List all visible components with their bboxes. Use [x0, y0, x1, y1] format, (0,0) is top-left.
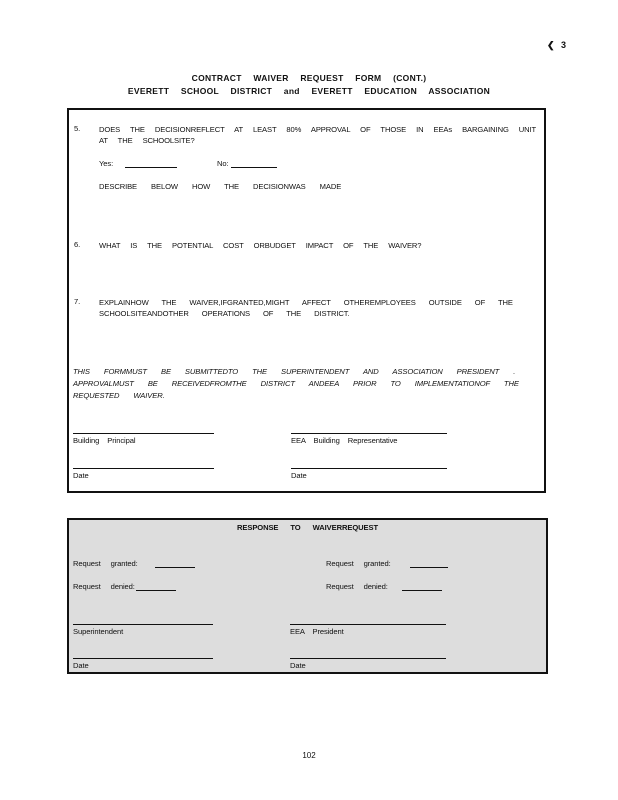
- page-corner-mark: ❮ 3: [546, 40, 568, 50]
- granted-line-right[interactable]: [410, 567, 448, 568]
- date-label-right: Date: [291, 471, 307, 480]
- response-heading: RESPONSE TO WAIVERREQUEST: [237, 523, 378, 532]
- eea-rep-label: EEA Building Representative: [291, 436, 398, 445]
- denied-line-right[interactable]: [402, 590, 442, 591]
- superintendent-label: Superintendent: [73, 627, 124, 636]
- question-number-6: 6.: [74, 240, 81, 249]
- eea-president-signature-line[interactable]: [290, 624, 446, 625]
- question-number-5: 5.: [74, 124, 81, 133]
- request-granted-label-left: Request granted:: [73, 559, 138, 568]
- response-section: [67, 518, 548, 674]
- question-5-text: DOES THE DECISIONREFLECT AT LEAST 80% APPROVAL OF THOSE IN EEAs BARGAINING UNIT AT THE SCHOOLSITE?: [99, 125, 536, 145]
- date-line-left[interactable]: [73, 468, 214, 469]
- form-subtitle: EVERETT SCHOOL DISTRICT and EVERETT EDUCATION ASSOCIATION: [127, 86, 491, 96]
- granted-line-left[interactable]: [155, 567, 195, 568]
- question-7-text: EXPLAINHOW THE WAIVER,IFGRANTED,MIGHT AFFECT OTHEREMPLOYEES OUTSIDE OF THE SCHOOLSITEANDOTHER OPERATIONS OF THE DISTRICT.: [99, 298, 513, 318]
- denied-line-left[interactable]: [136, 590, 176, 591]
- response-date-line-left[interactable]: [73, 658, 213, 659]
- superintendent-signature-line[interactable]: [73, 624, 213, 625]
- yes-label: Yes:: [99, 159, 114, 168]
- date-label-left: Date: [73, 471, 89, 480]
- submission-notice: THIS FORMMUST BE SUBMITTEDTO THE SUPERINTENDENT AND ASSOCIATION PRESIDENT . APPROVALMUST BE RECEIVEDFROMTHE DISTRICT ANDEEA PRIOR TO IMPLEMENTATIONOF THE REQUESTED WAIVER.: [73, 367, 519, 400]
- yes-answer-line[interactable]: [125, 167, 177, 168]
- form-title: CONTRACT WAIVER REQUEST FORM (CONT.): [191, 73, 427, 83]
- building-principal-label: Building Principal: [73, 436, 136, 445]
- eea-president-label: EEA President: [290, 627, 344, 636]
- describe-instruction: DESCRIBE BELOW HOW THE DECISIONWAS MADE: [99, 182, 342, 191]
- date-line-right[interactable]: [291, 468, 447, 469]
- page-number: 102: [302, 751, 316, 760]
- principal-signature-line[interactable]: [73, 433, 214, 434]
- request-granted-label-right: Request granted:: [326, 559, 391, 568]
- question-6-text: WHAT IS THE POTENTIAL COST ORBUDGET IMPACT OF THE WAIVER?: [99, 241, 422, 250]
- no-answer-line[interactable]: [231, 167, 277, 168]
- eea-rep-signature-line[interactable]: [291, 433, 447, 434]
- request-section: [67, 108, 546, 493]
- response-date-label-left: Date: [73, 661, 89, 670]
- request-denied-label-right: Request denied:: [326, 582, 388, 591]
- response-date-line-right[interactable]: [290, 658, 446, 659]
- response-date-label-right: Date: [290, 661, 306, 670]
- no-label: No:: [217, 159, 229, 168]
- request-denied-label-left: Request denied:: [73, 582, 135, 591]
- question-number-7: 7.: [74, 297, 81, 306]
